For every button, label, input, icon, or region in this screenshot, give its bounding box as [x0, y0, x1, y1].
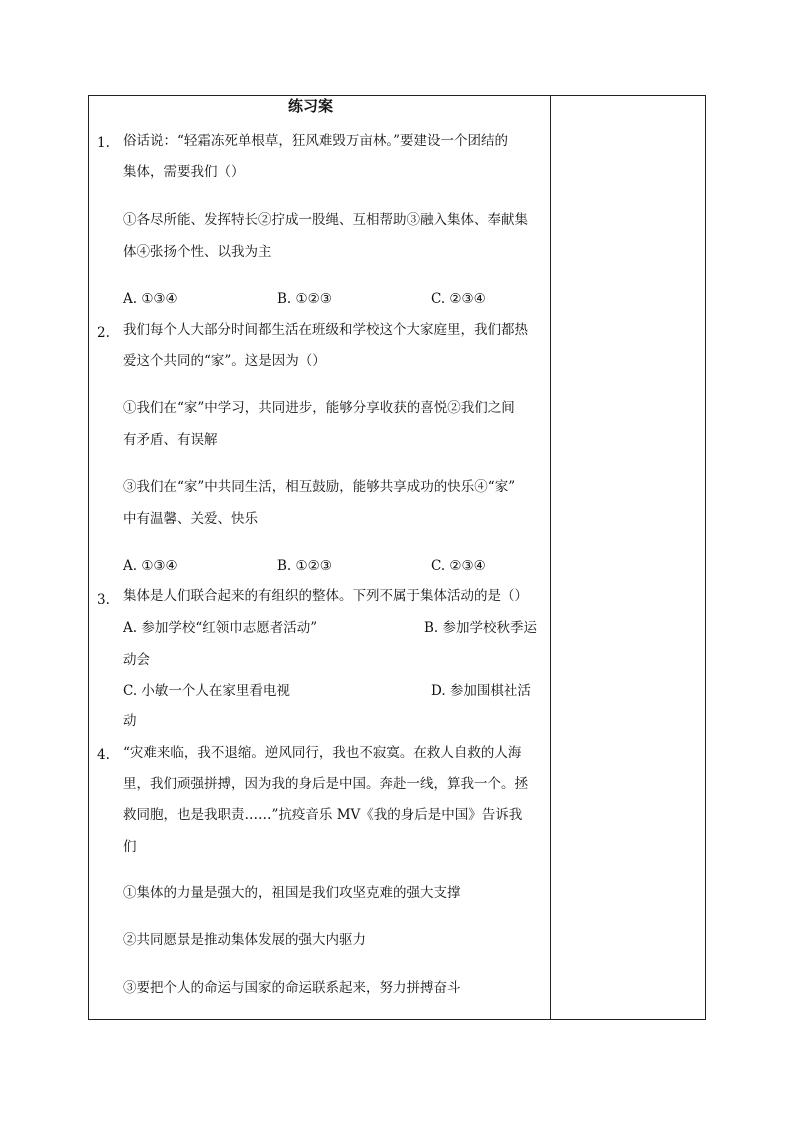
- q2-option-2-line-1: ③我们在“家”中共同生活，相互鼓励，能够共享成功的快乐④“家”: [123, 479, 516, 495]
- q2-option-2-line-2: 中有温馨、关爱、快乐: [123, 511, 258, 527]
- q1-stem-line-1: 俗话说：“轻霜冻死单根草，狂风难毁万亩林。”要建设一个团结的: [123, 133, 509, 149]
- q1-stem-line-2: 集体，需要我们（）: [123, 164, 245, 180]
- q1-choice-c: C. ②③④: [431, 291, 486, 307]
- q2-choice-c: C. ②③④: [431, 558, 486, 574]
- q4-stem-line-1: “灾难来临，我不退缩。逆风同行，我也不寂寞。在救人自救的人海: [123, 745, 522, 761]
- worksheet-table: [88, 95, 706, 1020]
- q1-choice-b: B. ①②③: [277, 291, 332, 307]
- q2-option-1-line-2: 有矛盾、有误解: [123, 432, 218, 448]
- q4-number: 4.: [97, 747, 110, 763]
- q2-choice-b: B. ①②③: [277, 558, 332, 574]
- q1-number: 1.: [97, 135, 110, 151]
- page-title: 练习案: [288, 97, 334, 115]
- q3-choice-d-line-1: D. 参加围棋社活: [431, 683, 531, 699]
- q2-number: 2.: [97, 325, 110, 341]
- q4-stem-line-3: 救同胞，也是我职责……”抗疫音乐 MV《我的身后是中国》告诉我: [123, 807, 523, 823]
- column-divider: [550, 95, 551, 1020]
- q4-stem-line-4: 们: [123, 839, 137, 855]
- q4-option-3: ③要把个人的命运与国家的命运联系起来，努力拼搏奋斗: [123, 980, 461, 996]
- q2-stem-line-2: 爱这个共同的“家”。这是因为（）: [123, 353, 326, 369]
- q2-option-1-line-1: ①我们在“家”中学习，共同进步，能够分享收获的喜悦②我们之间: [123, 400, 515, 416]
- q4-option-1: ①集体的力量是强大的，祖国是我们攻坚克难的强大支撑: [123, 885, 461, 901]
- q3-choice-d-line-2: 动: [123, 713, 137, 729]
- q3-number: 3.: [97, 592, 110, 608]
- q3-choice-b-line-1: B. 参加学校秋季运: [424, 620, 538, 636]
- q3-stem-line-1: 集体是人们联合起来的有组织的整体。下列不属于集体活动的是（）: [123, 588, 528, 604]
- q1-options-line-1: ①各尽所能、发挥特长②拧成一股绳、互相帮助③融入集体、奉献集: [123, 212, 528, 228]
- q4-option-2: ②共同愿景是推动集体发展的强大内驱力: [123, 932, 366, 948]
- q1-options-line-2: 体④张扬个性、以我为主: [123, 244, 272, 260]
- q3-choice-c: C. 小敏一个人在家里看电视: [123, 683, 290, 699]
- q3-choice-b-line-2: 动会: [123, 652, 150, 668]
- q3-choice-a: A. 参加学校“红领巾志愿者活动”: [123, 620, 318, 636]
- q1-choice-a: A. ①③④: [123, 291, 178, 307]
- q4-stem-line-2: 里，我们顽强拼搏，因为我的身后是中国。奔赴一线，算我一个。拯: [123, 776, 528, 792]
- q2-choice-a: A. ①③④: [123, 558, 178, 574]
- q2-stem-line-1: 我们每个人大部分时间都生活在班级和学校这个大家庭里，我们都热: [123, 322, 528, 338]
